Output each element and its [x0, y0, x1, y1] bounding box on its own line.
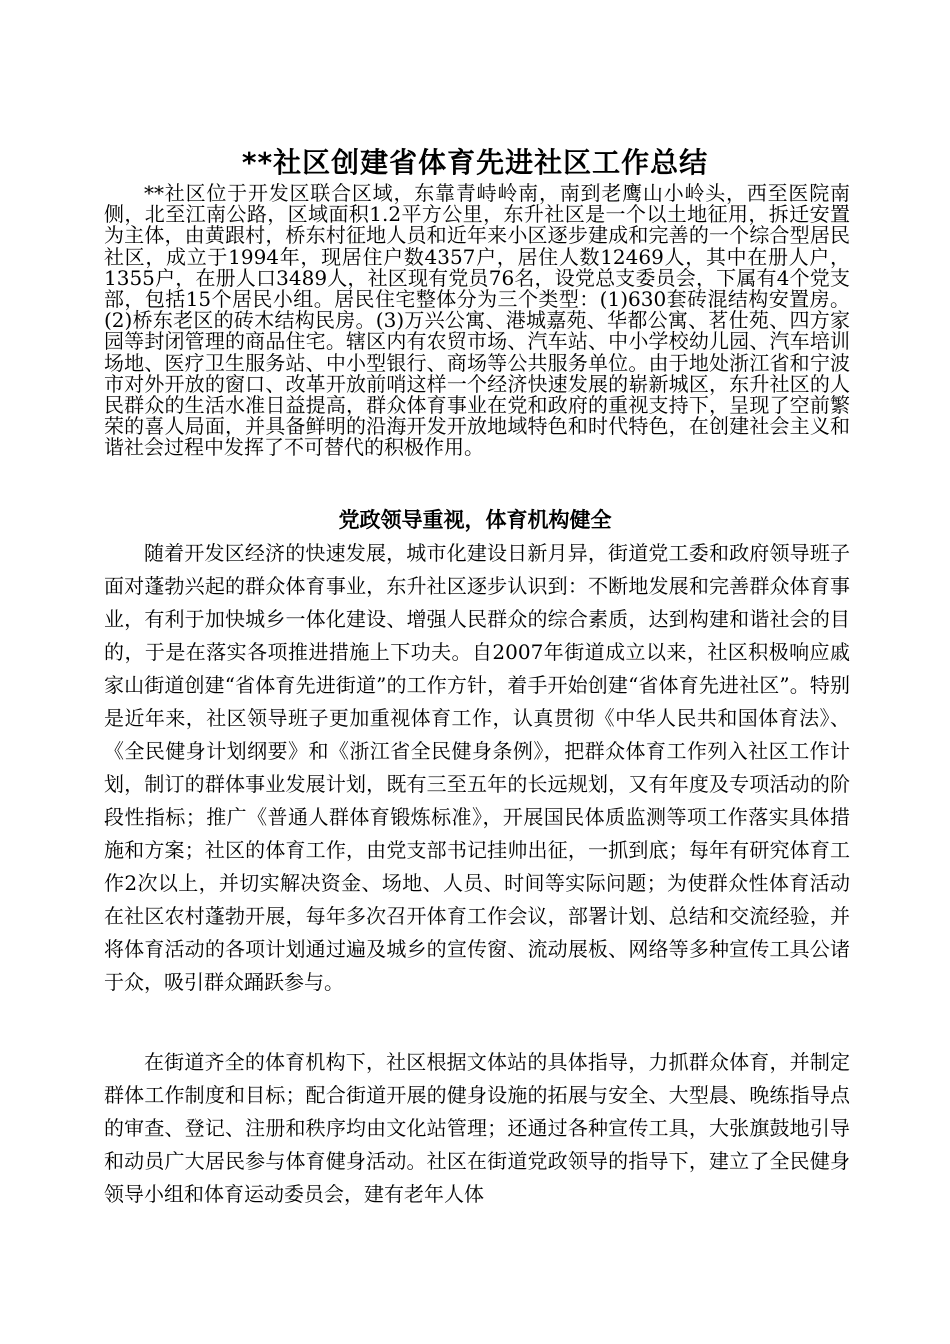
intro-paragraph: **社区位于开发区联合区域，东靠青峙岭南，南到老鹰山小岭头，西至医院南侧，北至江南公路，区域面积1.2平方公里，东升社区是一个以土地征用，拆迁安置为主体，由黄跟村，桥东村征地人员和近年来小区逐步建成和完善的一个综合型居民社区，成立于1994年，现居住户数4357户，居住人数12469人，其中在册人户，1355户，在册人口3489人，社区现有党员76名，设党总支委员会，下属有4个党支部，包括15个居民小组。居民住宅整体分为三个类型：(1)630套砖混结构安置房。(2)桥东老区的砖木结构民房。(3)万兴公寓、港城嘉苑、华都公寓、茗仕苑、四方家园等封闭管理的商品住宅。辖区内有农贸市场、汽车站、中小学校幼儿园、汽车培训场地、医疗卫生服务站、中小型银行、商场等公共服务单位。由于地处浙江省和宁波市对外开放的窗口、改革开放前哨这样一个经济快速发展的崭新城区，东升社区的人民群众的生活水准日益提高，群众体育事业在党和政府的重视支持下，呈现了空前繁荣的喜人局面，并具备鲜明的沿海开发开放地域特色和时代特色，在创建社会主义和谐社会过程中发挥了不可替代的积极作用。 [104, 181, 850, 460]
body-paragraph-1: 随着开发区经济的快速发展，城市化建设日新月异，街道党工委和政府领导班子面对蓬勃兴起的群众体育事业，东升社区逐步认识到：不断地发展和完善群众体育事业，有利于加快城乡一体化建设、增强人民群众的综合素质，达到构建和谐社会的目的，于是在落实各项推进措施上下功夫。自2007年街道成立以来，社区积极响应戚家山街道创建“省体育先进街道”的工作方针，着手开始创建“省体育先进社区”。特别是近年来，社区领导班子更加重视体育工作，认真贯彻《中华人民共和国体育法》、《全民健身计划纲要》和《浙江省全民健身条例》，把群众体育工作列入社区工作计划，制订的群体事业发展计划，既有三至五年的长远规划，又有年度及专项活动的阶段性指标；推广《普通人群体育锻炼标准》，开展国民体质监测等项工作落实具体措施和方案；社区的体育工作，由党支部书记挂帅出征，一抓到底；每年有研究体育工作2次以上，并切实解决资金、场地、人员、时间等实际问题；为使群众性体育活动在社区农村蓬勃开展，每年多次召开体育工作会议，部署计划、总结和交流经验，并将体育活动的各项计划通过遍及城乡的宣传窗、流动展板、网络等多种宣传工具公诸于众，吸引群众踊跃参与。 [104, 541, 850, 994]
section-heading: 党政领导重视，体育机构健全 [338, 508, 612, 532]
document-title: **社区创建省体育先进社区工作总结 [241, 146, 709, 179]
body-paragraph-2: 在街道齐全的体育机构下，社区根据文体站的具体指导，力抓群众体育，并制定群体工作制度和目标；配合街道开展的健身设施的拓展与安全、大型晨、晚练指导点的审查、登记、注册和秩序均由文化站管理；还通过各种宣传工具，大张旗鼓地引导和动员广大居民参与体育健身活动。社区在街道党政领导的指导下，建立了全民健身领导小组和体育运动委员会，建有老年人体 [104, 1050, 850, 1206]
